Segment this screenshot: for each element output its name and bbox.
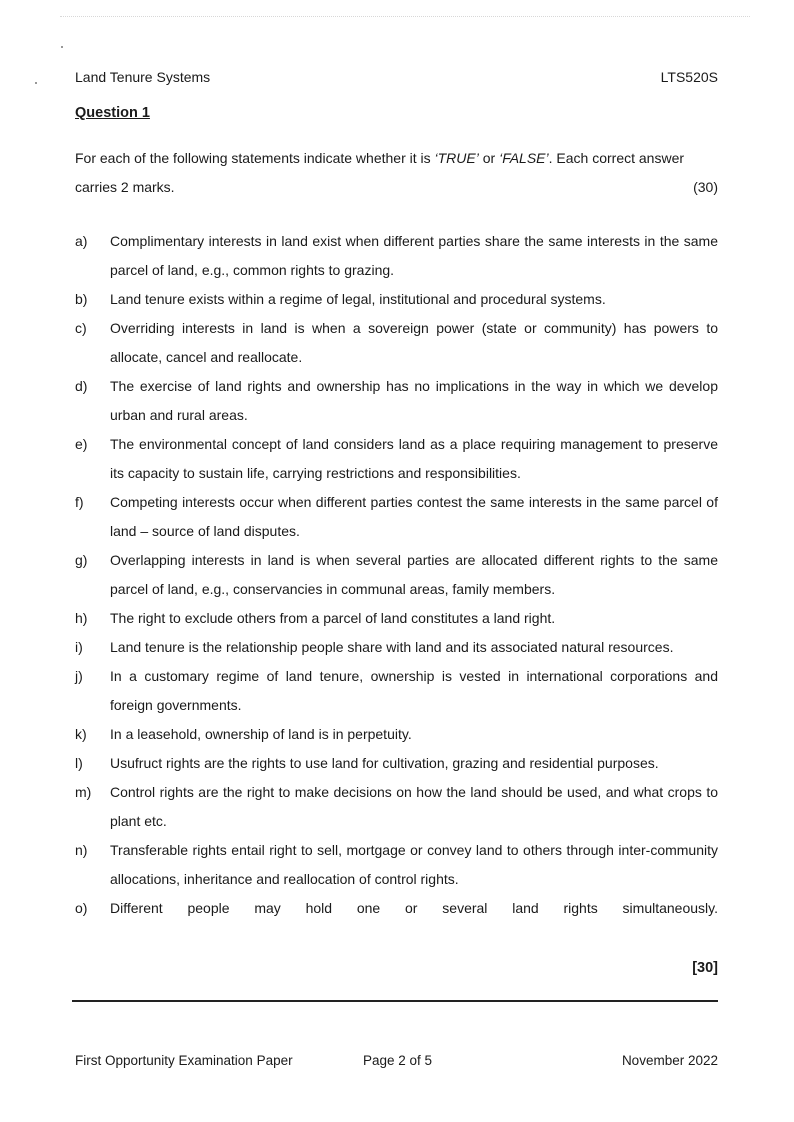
statement-text: Usufruct rights are the rights to use land for cultivation, grazing and residential purposes. — [110, 755, 659, 771]
statement-text: Competing interests occur when different parties contest the same interests in the same parcel of land – source of land disputes. — [110, 494, 718, 539]
statement-label: a) — [75, 233, 88, 249]
statement-item — [75, 778, 718, 836]
statement-item — [75, 314, 718, 372]
course-name: Land Tenure Systems — [75, 69, 211, 85]
statement-item — [75, 430, 718, 488]
footer-date: November 2022 — [621, 1053, 718, 1068]
statement-text: The environmental concept of land considers land as a place requiring management to preserve its capacity to sustain life, carrying restrictions and responsibilities. — [110, 436, 718, 481]
true-keyword: ‘TRUE’ — [434, 150, 479, 166]
statement-item — [75, 836, 718, 894]
statement-label: g) — [75, 552, 88, 568]
statement-list — [75, 227, 718, 923]
statement-item — [75, 720, 718, 749]
statement-label: b) — [75, 291, 88, 307]
statement-label: d) — [75, 378, 88, 394]
statement-label: h) — [75, 610, 88, 626]
page-header — [75, 67, 718, 87]
footer-exam-type: First Opportunity Examination Paper — [75, 1053, 293, 1068]
statement-text: Different people may hold one or several land rights simultaneously. — [110, 900, 718, 916]
statement-label: i) — [75, 639, 83, 655]
footer-rule — [72, 1000, 718, 1002]
statement-text: Control rights are the right to make decisions on how the land should be used, and what crops to plant etc. — [110, 784, 718, 829]
scan-artifact-line — [60, 16, 750, 17]
statement-label: m) — [75, 784, 92, 800]
statement-label: j) — [75, 668, 83, 684]
statement-text: Land tenure exists within a regime of legal, institutional and procedural systems. — [110, 291, 606, 307]
course-code: LTS520S — [660, 69, 718, 85]
instructions-line-1: For each of the following statements indicate whether it is ‘TRUE’ or ‘FALSE’. Each correct answer — [75, 150, 685, 166]
statement-item — [75, 285, 718, 314]
statement-label: n) — [75, 842, 88, 858]
statement-label: f) — [75, 494, 84, 510]
statement-label: l) — [75, 755, 83, 771]
scan-speck — [35, 82, 37, 84]
statement-item — [75, 749, 718, 778]
statement-item — [75, 662, 718, 720]
instructions-line-2: carries 2 marks. (30) — [75, 173, 718, 202]
statement-label: o) — [75, 900, 88, 916]
statement-text: The exercise of land rights and ownership has no implications in the way in which we develop urban and rural areas. — [110, 378, 718, 423]
statement-item — [75, 633, 718, 662]
question-title: Question 1 — [75, 105, 150, 121]
statement-label: c) — [75, 320, 87, 336]
statement-item — [75, 227, 718, 285]
false-keyword: ‘FALSE’ — [499, 150, 549, 166]
statement-text: Overriding interests in land is when a sovereign power (state or community) has powers to allocate, cancel and reallocate. — [110, 320, 718, 365]
statement-item — [75, 488, 718, 546]
question-total: [30] — [692, 960, 718, 976]
statement-item — [75, 546, 718, 604]
statement-label: e) — [75, 436, 88, 452]
scan-speck — [61, 46, 63, 48]
statement-label: k) — [75, 726, 87, 742]
statement-item — [75, 604, 718, 633]
statement-text: Transferable rights entail right to sell, mortgage or convey land to others through inter-community allocations, inheritance and reallocation of control rights. — [110, 842, 718, 887]
statement-text: The right to exclude others from a parcel of land constitutes a land right. — [110, 610, 556, 626]
statement-text: In a customary regime of land tenure, ownership is vested in international corporations and foreign governments. — [110, 668, 718, 713]
question-marks: (30) — [693, 179, 718, 195]
statement-text: In a leasehold, ownership of land is in perpetuity. — [110, 726, 412, 742]
statement-item — [75, 894, 718, 923]
statement-item — [75, 372, 718, 430]
question-instructions — [75, 144, 718, 202]
statement-text: Complimentary interests in land exist when different parties share the same interests in the same parcel of land, e.g., common rights to grazing. — [110, 233, 718, 278]
page-number: Page 2 of 5 — [363, 1053, 433, 1068]
statement-text: Land tenure is the relationship people share with land and its associated natural resources. — [110, 639, 674, 655]
page-footer — [75, 1053, 718, 1068]
statement-text: Overlapping interests in land is when several parties are allocated different rights to the same parcel of land, e.g., conservancies in communal areas, family members. — [110, 552, 718, 597]
